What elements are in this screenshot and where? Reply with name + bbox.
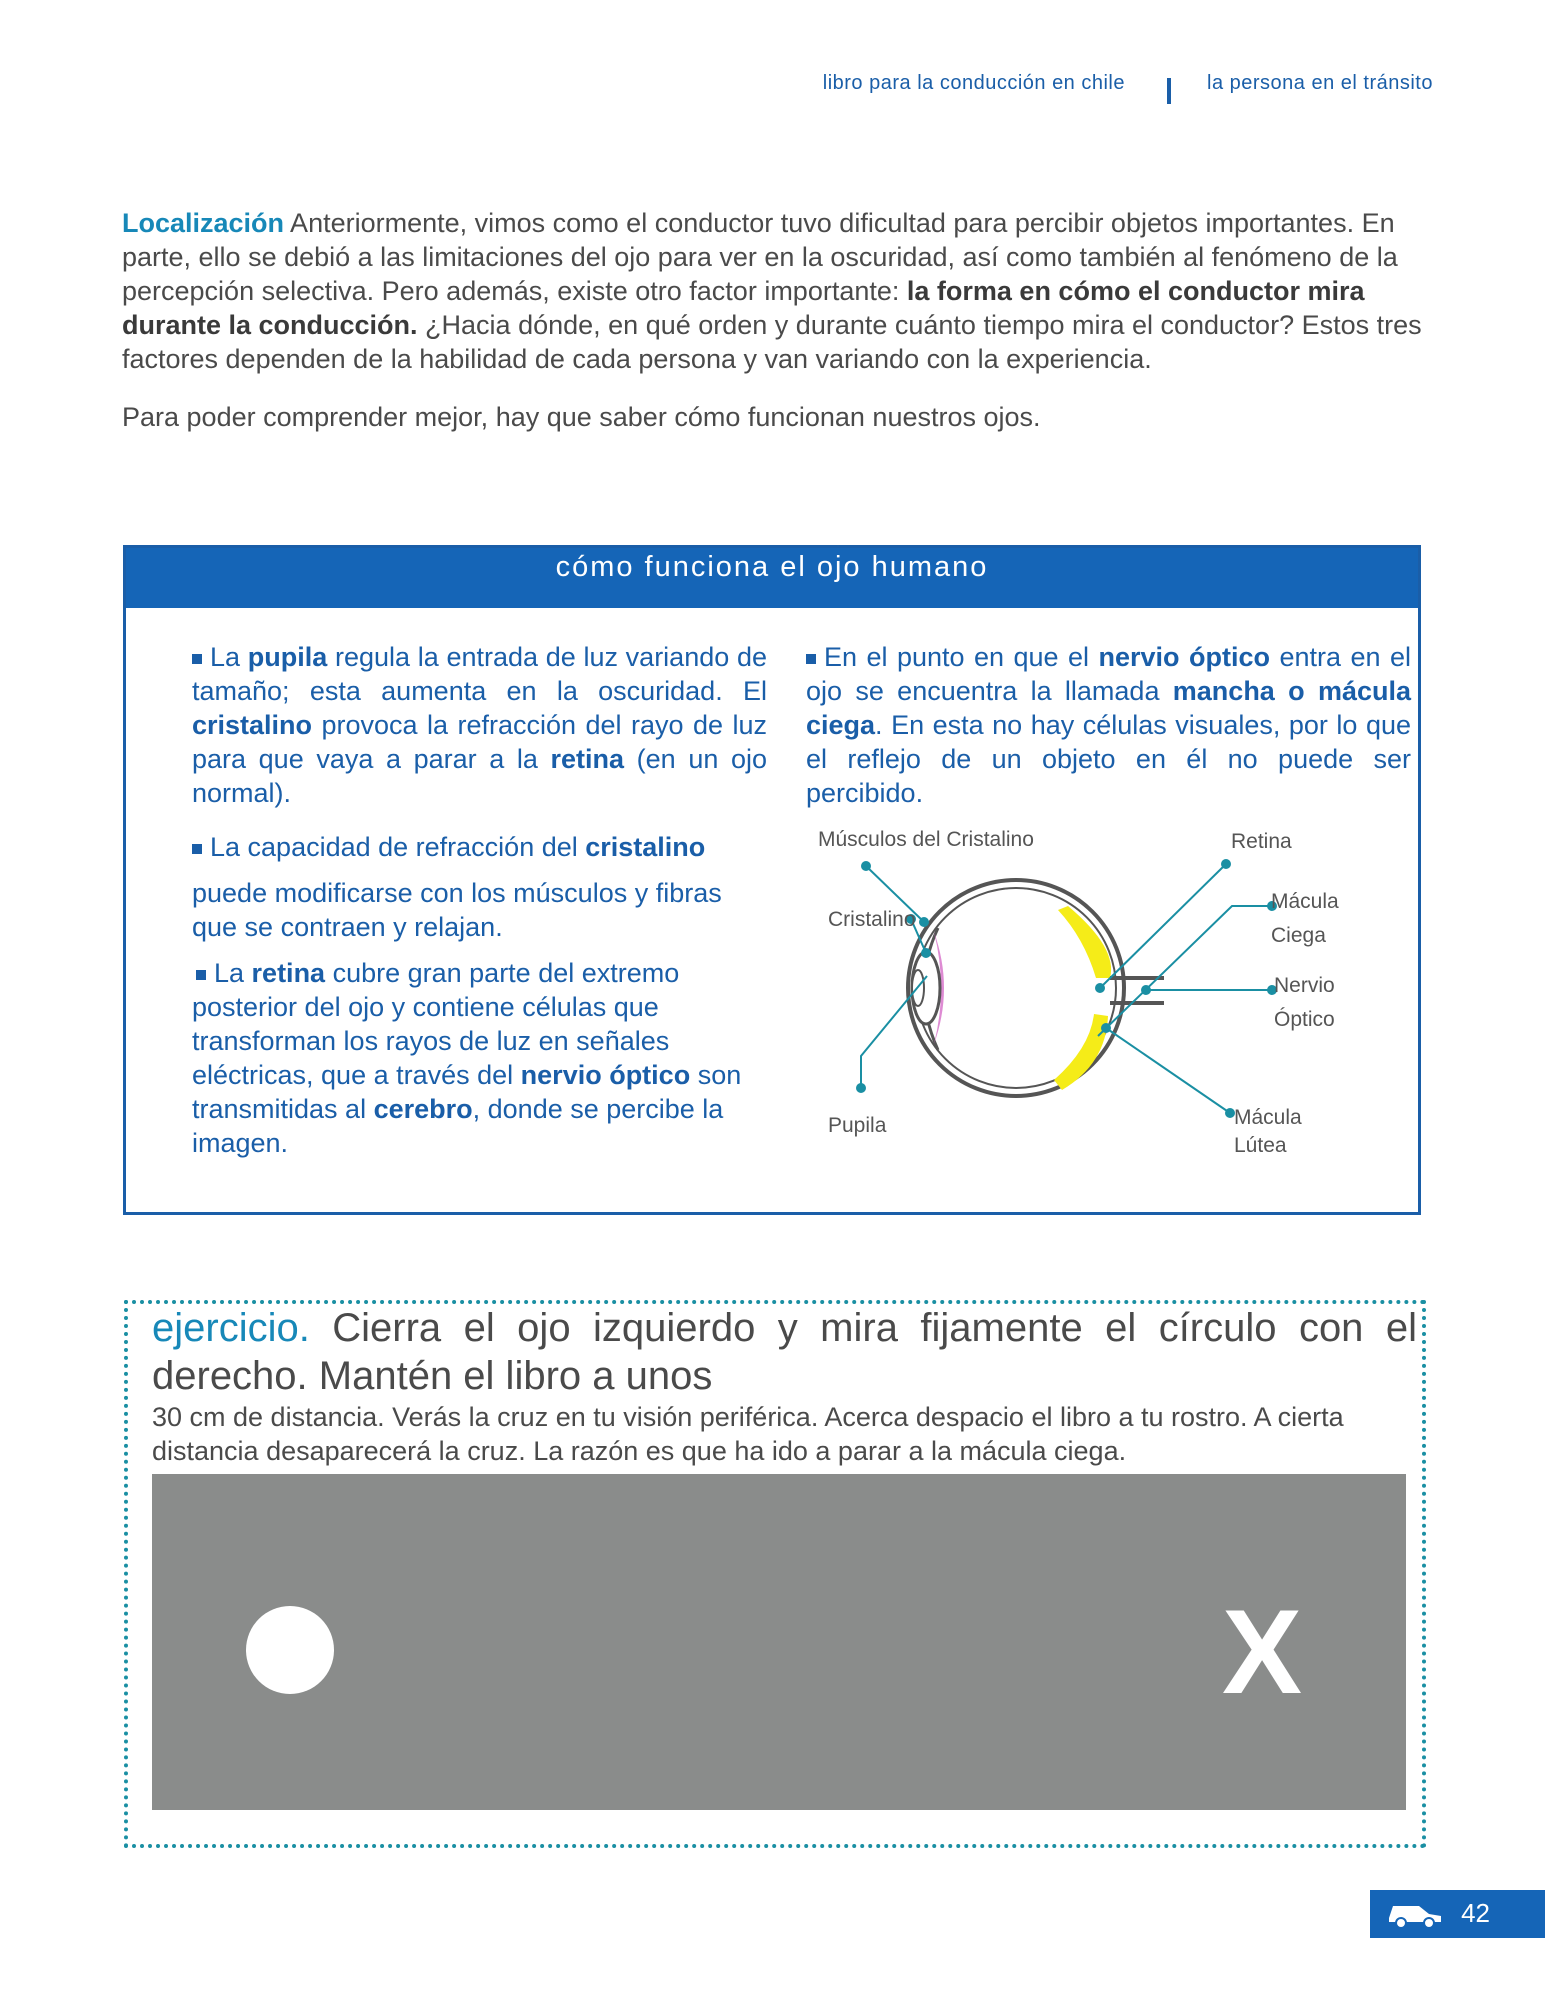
callout-dot [1102,1024,1110,1032]
callout-dot [862,862,870,870]
t: . En esta no hay células visuales, por lo que el reflejo de un objeto en él no puede ser percibido. [806,710,1411,808]
cross-target: X [1222,1585,1303,1719]
pupila-paragraph [192,640,767,810]
eye-right-column [806,640,1411,810]
intro-text [122,206,1462,458]
label-nervio-1: Nervio [1274,974,1335,997]
bullet-icon [192,844,202,854]
page-number: 42 [1461,1898,1490,1928]
eye-left-column [192,640,767,1180]
exercise-instruction [152,1304,1417,1400]
t: La [210,642,248,672]
eye-info-box [123,545,1421,1215]
callout-dot [1226,1109,1234,1117]
callout-dot [1142,986,1150,994]
term-cerebro: cerebro [373,1094,473,1124]
label-macula-ciega-1: Mácula [1271,890,1339,913]
term-cristalino: cristalino [192,710,313,740]
bullet-icon [806,654,816,664]
t: La capacidad de refracción del [210,832,586,862]
t: provoca la refracción del rayo de luz para que vaya a parar a la [192,710,767,774]
label-nervio-2: Óptico [1274,1008,1335,1031]
intro-text-a: Anteriormente, vimos como el conductor tuvo dificultad para percibir objetos importantes. En parte, ello se debió a las limitaciones del ojo para ver en la oscuridad, así como también al fenómeno de la percepción selectiva. Pero además, existe otro factor importante: [122,208,1398,306]
term-retina: retina [251,958,326,988]
blind-spot-test-panel [152,1474,1406,1810]
localizacion-keyword: Localización [122,208,285,238]
exercise-detail: 30 cm de distancia. Verás la cruz en tu visión periférica. Acerca despacio el libro a tu rostro. A cierta distancia desaparecerá la cruz. La razón es que ha ido a parar a la mácula ciega. [152,1402,1344,1466]
page-header [0,68,1545,108]
callout-dot [857,1084,865,1092]
exercise-text [152,1304,1417,1468]
callout-line [1106,1028,1230,1113]
refraccion-paragraph [192,830,767,944]
t: , donde se percibe la imagen. [192,1094,724,1158]
intro-paragraph-2: Para poder comprender mejor, hay que saber cómo funcionan nuestros ojos. [122,402,1041,432]
t: regula la entrada de luz variando de tamaño; esta aumenta en la oscuridad. El [192,642,767,706]
term-retina: retina [550,744,625,774]
callout-dot [1222,860,1230,868]
intro-paragraph-1 [122,206,1462,376]
header-divider [1167,78,1171,104]
t: La [214,958,252,988]
term-mancha-ciega: mancha o mácula ciega [806,676,1411,740]
label-macula-ciega-2: Ciega [1271,924,1326,947]
t: (en un ojo normal). [192,744,768,808]
t: cubre gran parte del extremo posterior del ojo y contiene células que transforman los rayos de luz en señales eléctricas, que a través del [192,958,680,1090]
chapter-title: la persona en el tránsito [1207,72,1433,94]
book-title: libro para la conducción en chile [822,72,1125,94]
label-pupila: Pupila [828,1114,887,1137]
bullet-icon [192,654,202,664]
circle-target [246,1606,334,1694]
label-cristalino: Cristalino [828,908,916,931]
t: En el punto en que el [824,642,1099,672]
retina-paragraph [192,956,767,1160]
callout-line [1100,864,1226,988]
bullet-icon [196,970,206,980]
exercise-box [124,1300,1426,1848]
t: entra en el ojo se encuentra la llamada [806,642,1411,706]
label-musculos: Músculos del Cristalino [818,828,1034,851]
callout-dot [920,918,928,926]
label-macula-lutea-2: Lútea [1234,1134,1287,1157]
term-cristalino: cristalino [585,832,706,862]
t: son transmitidas al [192,1060,742,1124]
eye-diagram [806,828,1406,1168]
callout-dot [1096,984,1104,992]
car-icon [1385,1898,1445,1930]
intro-bold: la forma en cómo el conductor mira durante la conducción. [122,276,1365,340]
term-pupila: pupila [247,642,328,672]
term-nervio-optico: nervio óptico [1098,642,1270,672]
label-macula-lutea-1: Mácula [1234,1106,1302,1129]
callout-dot [922,949,930,957]
exercise-keyword: ejercicio. [152,1306,310,1350]
page-number-tab [1370,1890,1545,1938]
exercise-big-text: Cierra el ojo izquierdo y mira fijamente el círculo con el derecho. Mantén el libro a unos [152,1306,1417,1398]
eye-box-title: cómo funciona el ojo humano [126,548,1418,608]
label-retina: Retina [1231,830,1292,853]
t: puede modificarse con los músculos y fibras que se contraen y relajan. [192,878,722,942]
term-nervio-optico: nervio óptico [520,1060,691,1090]
intro-text-b: ¿Hacia dónde, en qué orden y durante cuánto tiempo mira el conductor? Estos tres factores dependen de la habilidad de cada persona y van variando con la experiencia. [122,310,1422,374]
